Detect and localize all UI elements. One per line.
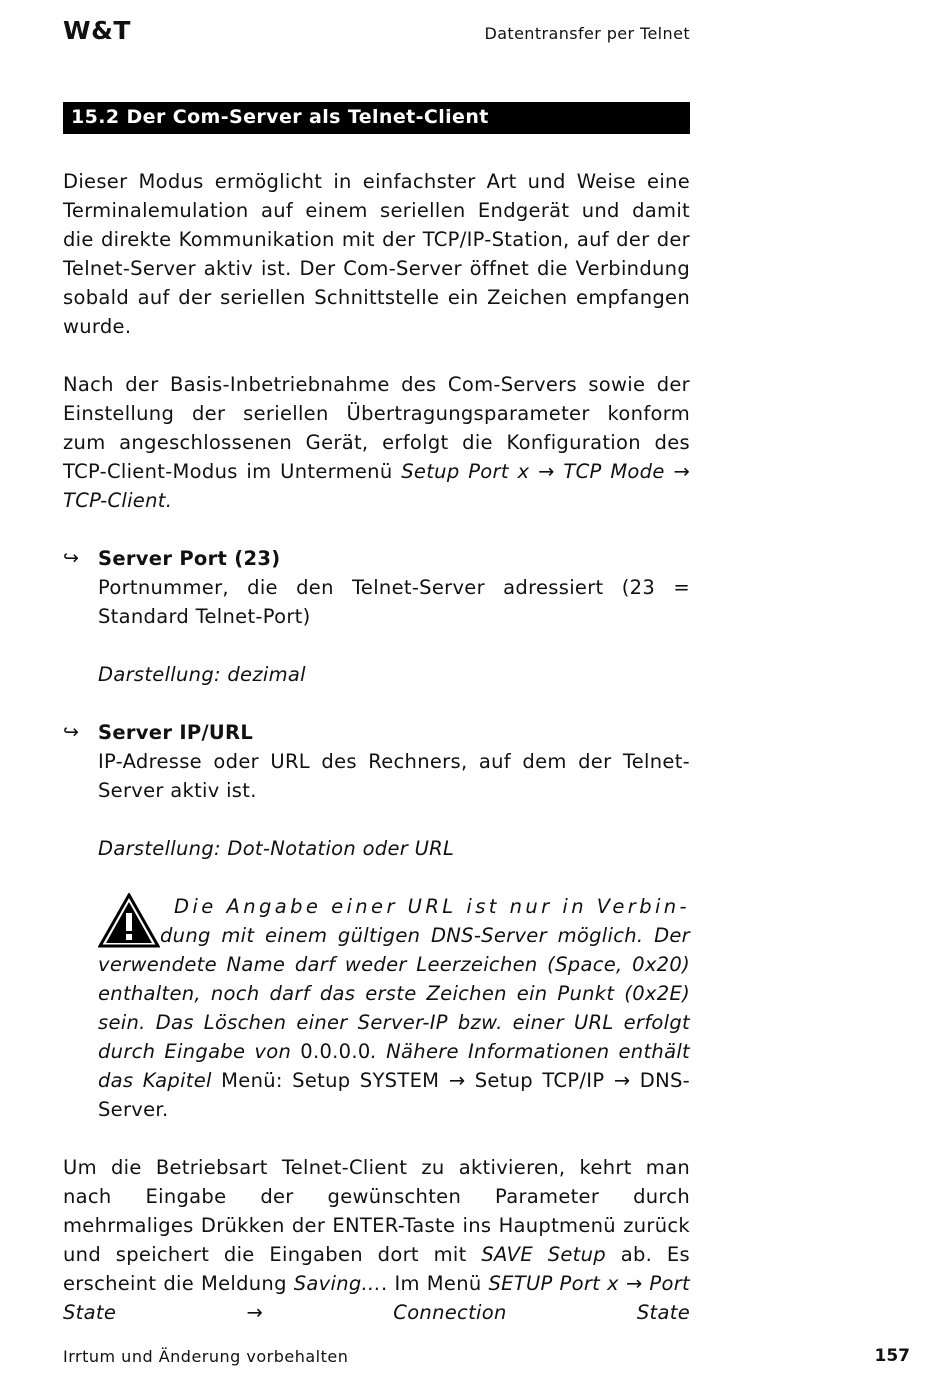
warning-body: [98, 950, 690, 1124]
brand-logo: W&T: [63, 16, 131, 45]
warning-body-text: verwendete Name darf weder Leerzeichen (Space, 0x20) enthalten, noch darf das erste Zeichen ein Punkt (0x2E) sein. Das Löschen einer Server-IP bzw. einer URL erfolgt durch Eingabe von: [98, 953, 690, 1063]
activation-text-2: ab. Es erscheint die Meldung: [63, 1243, 690, 1295]
config-paragraph-text: Nach der Basis-Inbetriebnahme des Com-Servers sowie der Einstellung der seriellen Übertragungsparameter konform zum angeschlossenen Gerät, erfolgt die Konfiguration des TCP-Client-Modus im Untermenü: [63, 373, 690, 483]
page-body: [63, 167, 690, 1327]
running-header: Datentransfer per Telnet: [484, 24, 690, 43]
parameter-description: IP-Adresse oder URL des Rechners, auf dem der Telnet-Server aktiv ist.: [98, 750, 690, 802]
parameter-description: Portnummer, die den Telnet-Server adressiert (23 = Standard Telnet-Port): [98, 576, 690, 628]
warning-line-2: dung mit einem gültigen DNS-Server möglich. Der: [160, 924, 690, 947]
activation-paragraph: [63, 1153, 690, 1327]
footer-disclaimer: Irrtum und Änderung vorbehalten: [63, 1347, 349, 1366]
reset-address: 0.0.0.0: [300, 1040, 371, 1063]
chapter-reference: Menü: Setup SYSTEM → Setup TCP/IP → DNS-Server.: [98, 1069, 690, 1121]
menu-path: Setup Port x → TCP Mode → TCP-Client.: [63, 460, 691, 512]
parameter-server-ip: [63, 718, 690, 863]
warning-triangle-icon: [98, 893, 160, 949]
saving-message: Saving...: [293, 1272, 382, 1295]
hook-arrow-icon: ↪: [63, 547, 79, 569]
warning-note: [63, 892, 690, 1124]
parameter-title: Server IP/URL: [98, 721, 254, 744]
warning-more-info: . Nähere Informationen enthält das Kapitel: [98, 1040, 690, 1092]
config-paragraph: [63, 370, 690, 515]
parameter-representation: Darstellung: dezimal: [98, 663, 306, 686]
section-heading: 15.2 Der Com-Server als Telnet-Client: [63, 102, 690, 134]
save-setup-command: SAVE Setup: [481, 1243, 606, 1266]
page-number: 157: [874, 1346, 910, 1366]
intro-paragraph: Dieser Modus ermöglicht in einfachster Art und Weise eine Terminalemulation auf einem seriellen Endgerät und damit die direkte Kommunikation mit der TCP/IP-Station, auf der der Telnet-Server aktiv ist. Der Com-Server öffnet die Verbindung sobald auf der seriellen Schnittstelle ein Zeichen empfangen wurde.: [63, 170, 690, 338]
activation-text-3: . Im Menü: [381, 1272, 489, 1295]
hook-arrow-icon: ↪: [63, 721, 79, 743]
parameter-server-port: [63, 544, 690, 689]
parameter-representation: Darstellung: Dot-Notation oder URL: [98, 837, 455, 860]
parameter-title: Server Port (23): [98, 547, 281, 570]
activation-text-1: Um die Betriebsart Telnet-Client zu aktivieren, kehrt man nach Eingabe der gewünschten Parameter durch mehrmaliges Drükken der ENTER-Taste ins Hauptmenü zurück und speichert die Eingaben dort mit: [63, 1156, 690, 1266]
warning-line-1: Die Angabe einer URL ist nur in Verbin-: [174, 895, 690, 918]
connection-state-path: SETUP Port x → Port State → Connection State: [63, 1272, 690, 1324]
